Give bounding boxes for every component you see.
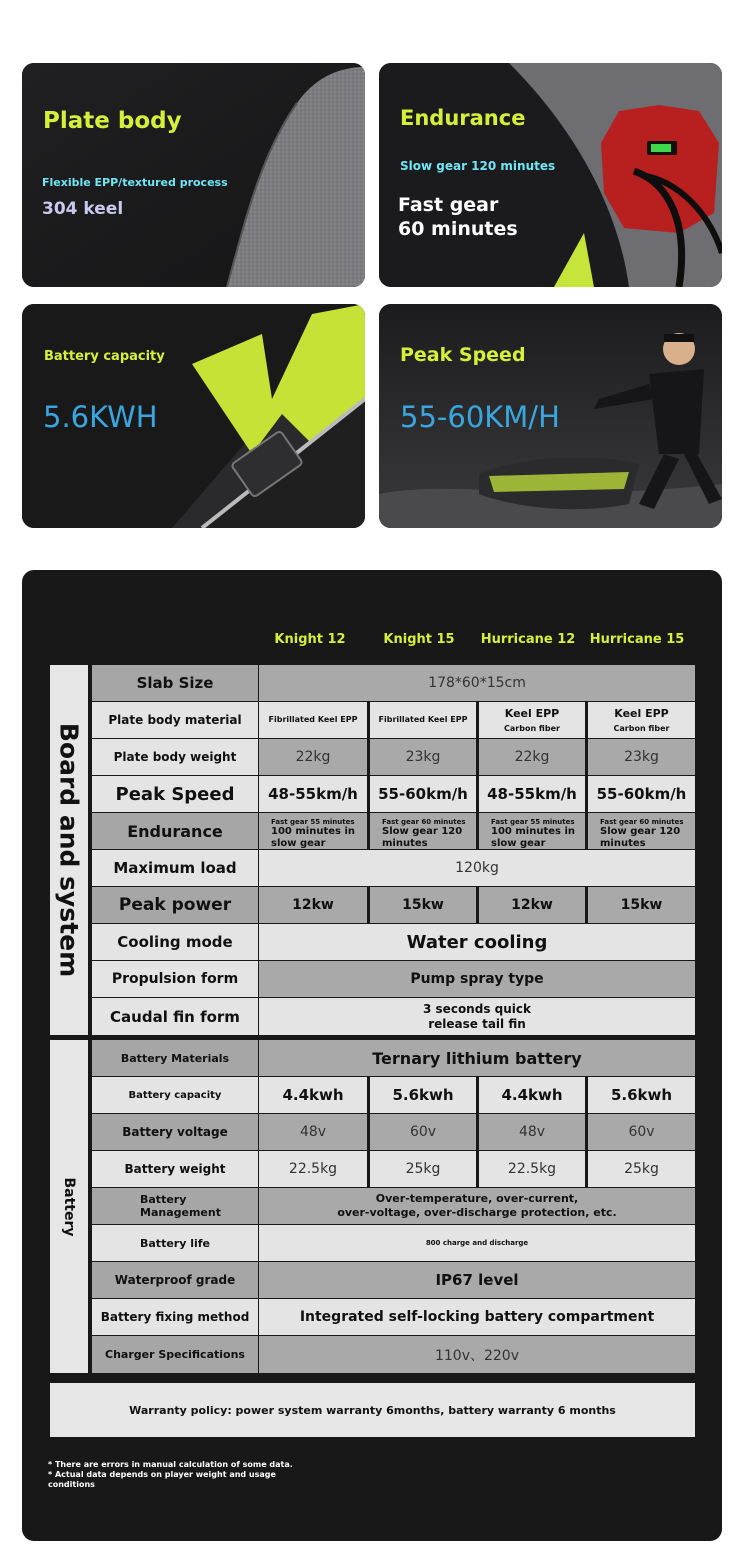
endurance-fast-text: Fast gear 60 minutes (600, 818, 684, 826)
endurance-fast-text: Fast gear 55 minutes (271, 818, 355, 826)
caudal-fin-line-1: 3 seconds quick (423, 1001, 531, 1016)
table-row (92, 702, 695, 738)
endurance-hurricane-15 (586, 813, 695, 849)
battery-management-line-2: over-voltage, over-discharge protection, etc. (337, 1206, 617, 1219)
battery-voltage-label: Battery voltage (92, 1114, 258, 1150)
plate-weight-hurricane-15: 23kg (586, 739, 695, 775)
plate-weight-label: Plate body weight (92, 739, 258, 775)
plate-material-label: Plate body material (92, 702, 258, 738)
battery-life-value: 800 charge and discharge (259, 1225, 695, 1261)
plate-body-keel-text: 304 keel (42, 199, 124, 219)
plate-material-hurricane-15 (586, 702, 695, 738)
endurance-fast-text: Fast gear 55 minutes (491, 818, 575, 826)
battery-materials-value: Ternary lithium battery (259, 1040, 695, 1076)
propulsion-form-label: Propulsion form (92, 961, 258, 997)
fast-gear-text: Fast gear (398, 194, 499, 216)
endurance-title: Endurance (400, 106, 526, 130)
table-row (92, 1151, 695, 1187)
plate-weight-knight-15: 23kg (368, 739, 476, 775)
plate-material-hurricane-12 (477, 702, 585, 738)
battery-management-label (92, 1188, 258, 1224)
battery-section-label: Battery (61, 1176, 77, 1237)
footnote-conditions: * Actual data depends on player weight and usage conditions (48, 1470, 276, 1489)
battery-capacity-title: Battery capacity (44, 349, 165, 364)
charger-spec-value: 110v、220v (259, 1336, 695, 1373)
carbon-fiber-text: Carbon fiber (504, 723, 560, 733)
plate-body-title: Plate body (43, 108, 182, 134)
table-row (92, 1225, 695, 1261)
battery-weight-label: Battery weight (92, 1151, 258, 1187)
endurance-hurricane-12 (477, 813, 585, 849)
endurance-knight-12 (259, 813, 367, 849)
slab-size-value: 178*60*15cm (259, 665, 695, 701)
battery-management-line-1: Over-temperature, over-current, (375, 1192, 579, 1206)
battery-management-value (259, 1188, 695, 1224)
battery-indicator-image (379, 63, 722, 287)
cooling-mode-label: Cooling mode (92, 924, 258, 960)
peak-speed-value: 55-60KM/H (400, 400, 560, 434)
peak-power-hurricane-12: 12kw (477, 887, 585, 923)
table-row (92, 924, 695, 960)
caudal-fin-label: Caudal fin form (92, 998, 258, 1035)
table-row (92, 1188, 695, 1224)
plate-body-card (22, 63, 365, 287)
table-row (92, 776, 695, 812)
battery-weight-hurricane-12: 22.5kg (477, 1151, 585, 1187)
battery-weight-knight-12: 22.5kg (259, 1151, 367, 1187)
table-row (92, 665, 695, 701)
keel-epp-text: Keel EPP (504, 706, 560, 720)
table-row (92, 1262, 695, 1298)
battery-weight-hurricane-15: 25kg (586, 1151, 695, 1187)
battery-capacity-value: 5.6KWH (43, 400, 158, 434)
max-load-value: 120kg (259, 850, 695, 886)
peak-power-knight-15: 15kw (368, 887, 476, 923)
peak-speed-title: Peak Speed (400, 344, 526, 366)
waterproof-grade-label: Waterproof grade (92, 1262, 258, 1298)
waterproof-grade-value: IP67 level (259, 1262, 695, 1298)
endurance-slow-text: Slow gear 120 minutes (382, 826, 463, 849)
model-header-knight-15: Knight 15 (383, 632, 455, 647)
model-header-knight-12: Knight 12 (274, 632, 346, 647)
endurance-fast-text: Fast gear 60 minutes (382, 818, 466, 826)
max-load-label: Maximum load (92, 850, 258, 886)
battery-management-label-line-1: Battery (140, 1193, 187, 1206)
footnotes (48, 1460, 308, 1490)
endurance-slow-text: Slow gear 120 minutes (600, 826, 681, 849)
battery-capacity-card (22, 304, 365, 528)
cooling-mode-value: Water cooling (259, 924, 695, 960)
battery-capacity-hurricane-12: 4.4kwh (477, 1077, 585, 1113)
table-row (92, 961, 695, 997)
table-row (92, 1114, 695, 1150)
battery-voltage-knight-12: 48v (259, 1114, 367, 1150)
board-section-label-box (50, 665, 88, 1035)
battery-management-label-line-2: Management (140, 1206, 221, 1219)
table-row (92, 1299, 695, 1335)
keel-epp-text: Keel EPP (614, 706, 669, 720)
peak-power-knight-12: 12kw (259, 887, 367, 923)
endurance-slow-text: 100 minutes in slow gear (271, 826, 355, 849)
spec-table-panel (22, 570, 722, 1541)
battery-capacity-knight-15: 5.6kwh (368, 1077, 476, 1113)
plate-body-process-text: Flexible EPP/textured process (42, 176, 228, 189)
fast-gear-minutes-text: 60 minutes (398, 218, 518, 240)
caudal-fin-line-2: release tail fin (428, 1016, 526, 1031)
model-header-hurricane-12: Hurricane 12 (480, 632, 576, 647)
table-row (92, 850, 695, 886)
peak-speed-card (379, 304, 722, 528)
table-row (92, 887, 695, 923)
battery-capacity-knight-12: 4.4kwh (259, 1077, 367, 1113)
peak-speed-hurricane-15: 55-60km/h (586, 776, 695, 812)
battery-voltage-knight-15: 60v (368, 1114, 476, 1150)
table-row (92, 813, 695, 849)
battery-section-label-box (50, 1040, 88, 1373)
carbon-fiber-text: Carbon fiber (613, 723, 670, 733)
battery-capacity-hurricane-15: 5.6kwh (586, 1077, 695, 1113)
charger-spec-label: Charger Specifications (92, 1336, 258, 1373)
table-row (92, 1040, 695, 1076)
battery-fixing-label: Battery fixing method (92, 1299, 258, 1335)
footnote-errors: * There are errors in manual calculation of some data. (48, 1460, 293, 1469)
slow-gear-text: Slow gear 120 minutes (400, 159, 556, 173)
battery-life-label: Battery life (92, 1225, 258, 1261)
slab-size-label: Slab Size (92, 665, 258, 701)
battery-weight-knight-15: 25kg (368, 1151, 476, 1187)
plate-material-knight-12: Fibrillated Keel EPP (259, 702, 367, 738)
endurance-knight-15 (368, 813, 476, 849)
endurance-card (379, 63, 722, 287)
table-row (92, 1336, 695, 1373)
textured-board-image (22, 63, 365, 287)
propulsion-form-value: Pump spray type (259, 961, 695, 997)
peak-speed-knight-15: 55-60km/h (368, 776, 476, 812)
caudal-fin-value (259, 998, 695, 1035)
battery-voltage-hurricane-12: 48v (477, 1114, 585, 1150)
battery-fixing-value: Integrated self-locking battery compartment (259, 1299, 695, 1335)
endurance-label: Endurance (92, 813, 258, 849)
peak-speed-label: Peak Speed (92, 776, 258, 812)
battery-capacity-label: Battery capacity (92, 1077, 258, 1113)
endurance-slow-text: 100 minutes in slow gear (491, 826, 575, 849)
battery-voltage-hurricane-15: 60v (586, 1114, 695, 1150)
peak-speed-hurricane-12: 48-55km/h (477, 776, 585, 812)
warranty-policy: Warranty policy: power system warranty 6months, battery warranty 6 months (50, 1383, 695, 1437)
plate-weight-knight-12: 22kg (259, 739, 367, 775)
model-header-hurricane-15: Hurricane 15 (589, 632, 685, 647)
plate-material-knight-15: Fibrillated Keel EPP (368, 702, 476, 738)
peak-power-hurricane-15: 15kw (586, 887, 695, 923)
peak-power-label: Peak power (92, 887, 258, 923)
board-section-label: Board and system (54, 722, 84, 978)
battery-materials-label: Battery Materials (92, 1040, 258, 1076)
table-row (92, 998, 695, 1035)
peak-speed-knight-12: 48-55km/h (259, 776, 367, 812)
table-row (92, 739, 695, 775)
table-row (92, 1077, 695, 1113)
plate-weight-hurricane-12: 22kg (477, 739, 585, 775)
